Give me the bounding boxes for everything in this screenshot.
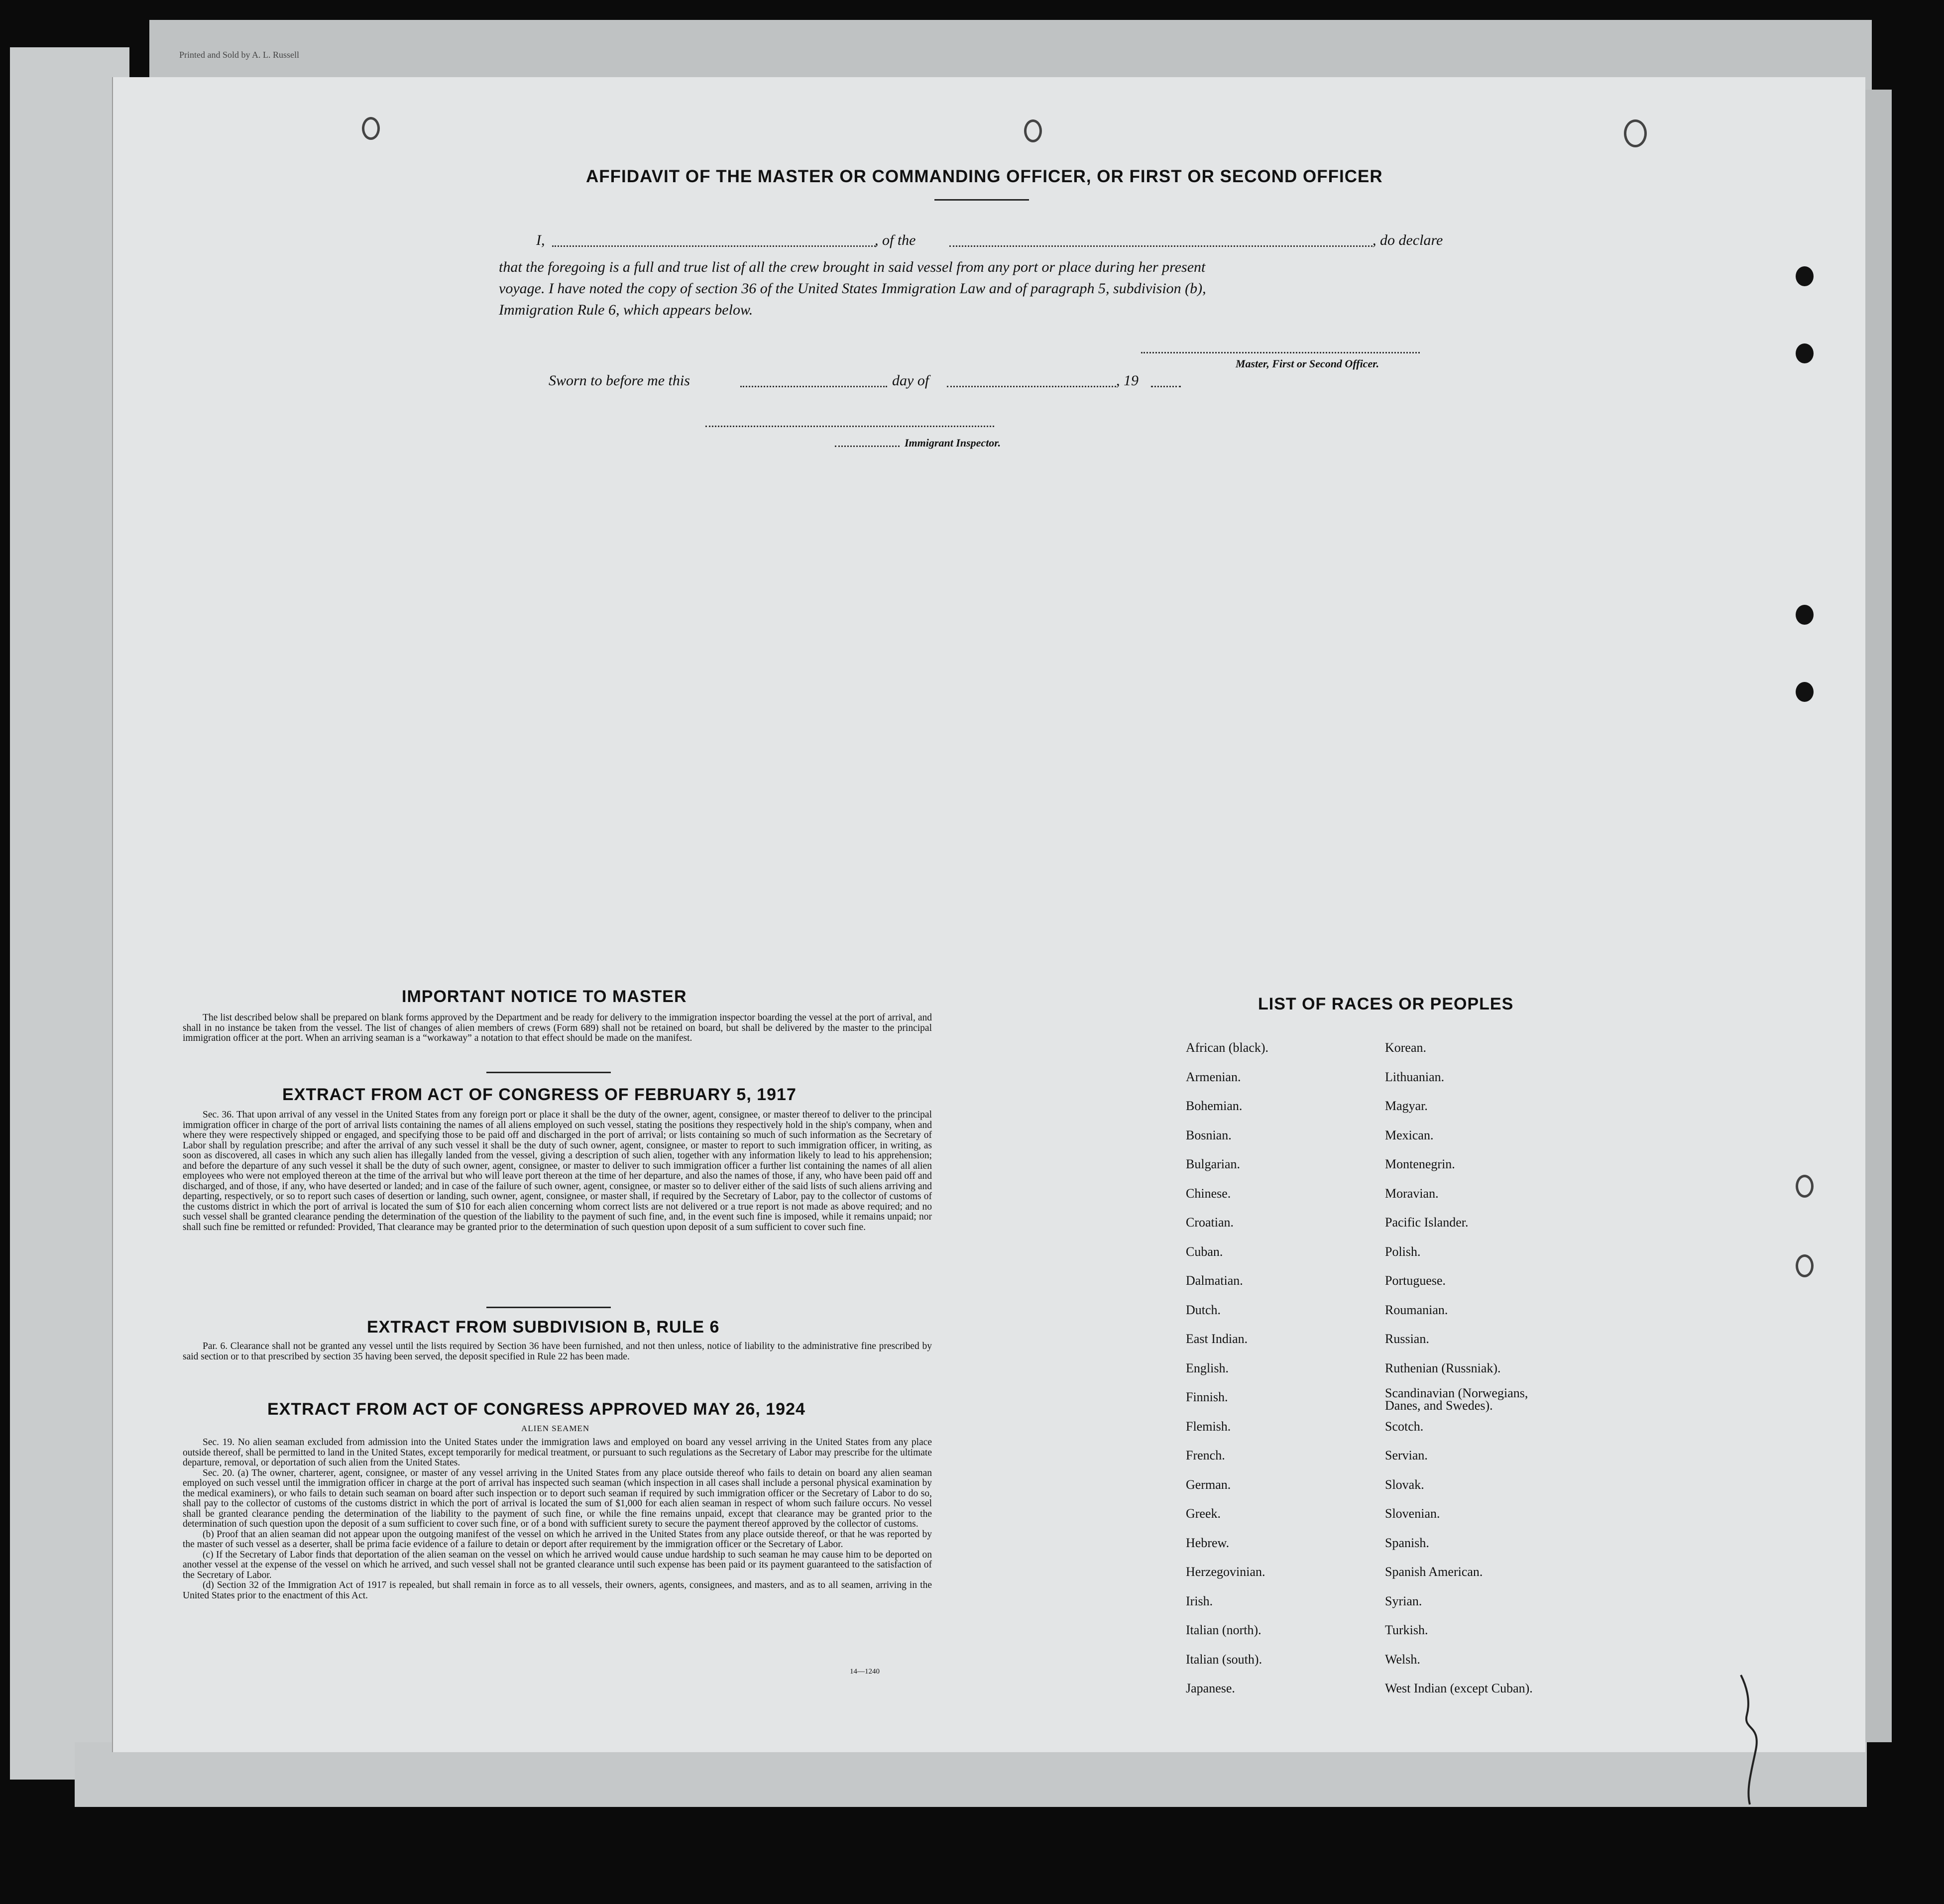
- affidavit-line-4: Immigration Rule 6, which appears below.: [499, 302, 753, 318]
- race-item: Flemish.: [1186, 1419, 1231, 1434]
- sec-20a-text: Sec. 20. (a) The owner, charterer, agent, consignee, or master of any vessel arriving in the United States from any place outside thereof who fails to detain on board any alien seaman employed on such vessel until the immigration officer in charge at the port of arrival has inspected such seaman (which inspection in all cases shall include a personal physical examination by the medical examiners), or who fails to detain such seaman on board after such inspection or to deport such seaman if required by such immigration officer or the Secretary of Labor to do so, shall pay to the collector of customs of the customs district in which the port of arrival is located the sum of $1,000 for each alien seaman in respect of whom such failure occurs. No vessel shall be granted clearance pending the determination of the liability to the payment of such fine, or while the fine remains unpaid, except that clearance may be granted prior to the determination of such question upon the deposit of a sum sufficient to cover such fine, or of a bond with sufficient surety to secure the payment thereof approved by the collector of customs.: [183, 1467, 932, 1529]
- race-item: Italian (south).: [1186, 1652, 1262, 1667]
- vessel-field[interactable]: [949, 245, 1372, 247]
- race-item: East Indian.: [1186, 1332, 1248, 1346]
- punch-hole: [1796, 266, 1814, 286]
- section-divider: [486, 1072, 611, 1073]
- race-item: Cuban.: [1186, 1244, 1223, 1259]
- race-item: Slovenian.: [1385, 1506, 1440, 1521]
- extract-1924-body: [183, 1438, 932, 1601]
- punch-hole-open: [1796, 1175, 1814, 1198]
- race-item: Hebrew.: [1186, 1535, 1230, 1550]
- race-item: Bulgarian.: [1186, 1157, 1241, 1171]
- notice-text: The list described below shall be prepared on blank forms approved by the Department and be ready for delivery to the immigration inspector boarding the vessel at the port of arrival, and shall in no instance be taken from the vessel. The list of changes of alien members of crews (Form 689) shall not be retained on board, but shall be delivered by the master to the principal immigration officer at the port. When an arriving seaman is a “workaway” a notation to that effect should be made on the manifest.: [183, 1012, 932, 1043]
- affidavit-line-3: voyage. I have noted the copy of section 36 of the United States Immigration Law and of paragraph 5, subdivision (b),: [499, 280, 1206, 297]
- race-item: Armenian.: [1186, 1069, 1241, 1084]
- race-item: Chinese.: [1186, 1186, 1231, 1201]
- race-item: Croatian.: [1186, 1215, 1234, 1230]
- race-item: Mexican.: [1385, 1127, 1434, 1142]
- race-item: Turkish.: [1385, 1623, 1428, 1637]
- title-underline: [934, 199, 1029, 201]
- race-item: Servian.: [1385, 1448, 1428, 1462]
- inspector-label: Immigrant Inspector.: [905, 437, 1001, 449]
- extract-1917-text: Sec. 36. That upon arrival of any vessel in the United States from any foreign port or place it shall be the duty of the owner, agent, consignee, or master thereof to deliver to the principal immigration officer in charge of the port of arrival lists containing the names of all aliens employed on such vessel, stating the positions they respectively hold in the ship's company, when and where they were respectively shipped or engaged, and specifying those to be paid off and discharged in the port of arrival; or lists containing so much of such information as the Secretary of Labor shall by regulation prescribe; and after the arrival of any such vessel it shall be the duty of such owner, agent, consignee, or master to report to such immigration officer, in writing, as soon as discovered, all cases in which any such alien has illegally landed from the vessel, giving a description of such alien, together with any information likely to lead to his apprehension; and before the departure of any such vessel it shall be the duty of such owner, agent, consignee, or master to deliver to such immigration officer a further list containing the names of all alien employees who were not employed thereon at the time of the arrival but who will leave port thereon at the time of her departure, and also the names of those, if any, who have been paid off and discharged, and of those, if any, who have deserted or landed; and in case of the failure of such owner, agent, consignee, or master so to deliver either of the said lists of such aliens arriving and departing, respectively, or so to report such cases of desertion or landing, such owner, agent, consignee, or master shall, if required by the Secretary of Labor, pay to the collector of customs of the customs district in which the port of arrival is located the sum of $10 for each alien concerning whom correct lists are not delivered or a true report is not made as above required; and no such vessel shall be granted clearance pending the determination of the question of the liability to the payment of such fine, and, in the event such fine is imposed, while it remains unpaid; nor shall such fine be remitted or refunded: Provided, That clearance may be granted prior to the determination of such question upon deposit of a sum sufficient to cover such fine.: [183, 1110, 932, 1232]
- notice-body: [183, 1013, 932, 1044]
- race-item: Syrian.: [1385, 1593, 1422, 1608]
- notice-title: IMPORTANT NOTICE TO MASTER: [402, 987, 687, 1006]
- race-item: Moravian.: [1385, 1186, 1439, 1201]
- sec-20d-text: (d) Section 32 of the Immigration Act of 1917 is repealed, but shall remain in force as to all vessels, their owners, agents, consignees, and masters, and as to all seamen, arriving in the United States prior to the enactment of this Act.: [183, 1580, 932, 1601]
- race-item: Korean.: [1385, 1040, 1427, 1055]
- race-item: Pacific Islander.: [1385, 1215, 1469, 1230]
- race-item: West Indian (except Cuban).: [1385, 1681, 1533, 1695]
- subdivision-b-body: [183, 1342, 932, 1362]
- race-item: Italian (north).: [1186, 1623, 1261, 1637]
- extract-1917-body: [183, 1110, 932, 1232]
- inspector-signature-line[interactable]: [705, 426, 994, 427]
- affidavit-do-declare: , do declare: [1372, 232, 1443, 248]
- alien-seamen-subtitle: ALIEN SEAMEN: [521, 1424, 590, 1433]
- sworn-year-field[interactable]: [1151, 386, 1181, 387]
- races-title: LIST OF RACES OR PEOPLES: [1258, 995, 1514, 1013]
- affidavit-line-2: that the foregoing is a full and true list of all the crew brought in said vessel from any port or place during her present: [499, 259, 1206, 275]
- punch-hole-open: [1024, 119, 1042, 142]
- form-sheet: [112, 77, 1865, 1752]
- sec-19-text: Sec. 19. No alien seaman excluded from admission into the United States under the immigration laws and employed on board any vessel arriving in the United States from any place outside thereof, shall be permitted to land in the United States, except temporarily for medical treatment, or pursuant to such regulations as the Secretary of Labor may prescribe for the ultimate departure, removal, or deportation of such alien from the United States.: [183, 1437, 932, 1468]
- sworn-label: Sworn to before me this: [549, 372, 690, 389]
- race-item: Spanish American.: [1385, 1565, 1483, 1579]
- affidavit-title: AFFIDAVIT OF THE MASTER OR COMMANDING OFFICER, OR FIRST OR SECOND OFFICER: [586, 167, 1383, 186]
- race-item: Portuguese.: [1385, 1273, 1446, 1288]
- race-item: Bosnian.: [1186, 1127, 1232, 1142]
- race-item: Scotch.: [1385, 1419, 1424, 1434]
- race-item: German.: [1186, 1477, 1231, 1492]
- punch-hole-open: [1624, 119, 1647, 147]
- race-item: Magyar.: [1385, 1099, 1428, 1113]
- subdivision-b-title: EXTRACT FROM SUBDIVISION B, RULE 6: [367, 1318, 720, 1337]
- inspector-short-line[interactable]: [835, 446, 900, 447]
- underlying-sheet-right: [1862, 90, 1892, 1742]
- punch-hole: [1796, 605, 1814, 625]
- race-item: Russian.: [1385, 1332, 1429, 1346]
- sworn-month-field[interactable]: [947, 386, 1116, 387]
- affidavit-line-1: [536, 230, 1577, 250]
- year-label: , 19: [1116, 372, 1139, 389]
- race-item: Bohemian.: [1186, 1099, 1243, 1113]
- race-item: Polish.: [1385, 1244, 1421, 1259]
- sworn-line: [549, 371, 1295, 393]
- race-item: French.: [1186, 1448, 1225, 1462]
- race-item: Lithuanian.: [1385, 1069, 1445, 1084]
- race-item: Irish.: [1186, 1593, 1213, 1608]
- day-of-label: day of: [892, 372, 929, 389]
- punch-hole-open: [362, 117, 380, 140]
- race-item: Japanese.: [1186, 1681, 1235, 1695]
- sec-20b-text: (b) Proof that an alien seaman did not appear upon the outgoing manifest of the vessel on which he arrived in the United States from any place outside thereof, or that he was reported by the master of such vessel as a deserter, shall be prima facie evidence of a failure to detain or deport after requirement by the immigration officer or the Secretary of Labor.: [183, 1529, 932, 1550]
- master-label: Master, First or Second Officer.: [1236, 357, 1379, 370]
- affidavit-of-the: , of the: [875, 232, 916, 248]
- form-number: 14—1240: [850, 1668, 880, 1676]
- extract-1924-title: EXTRACT FROM ACT OF CONGRESS APPROVED MAY 26, 1924: [267, 1400, 805, 1419]
- extract-1917-title: EXTRACT FROM ACT OF CONGRESS OF FEBRUARY 5, 1917: [282, 1085, 797, 1104]
- section-divider: [486, 1307, 611, 1308]
- race-item: Roumanian.: [1385, 1302, 1448, 1317]
- underlying-sheet-left: [10, 47, 129, 1780]
- race-item: Montenegrin.: [1385, 1157, 1455, 1171]
- handwritten-mark: [1736, 1670, 1776, 1809]
- printer-strip: Printed and Sold by A. L. Russell: [179, 50, 300, 60]
- race-item: Dutch.: [1186, 1302, 1221, 1317]
- affidavit-i-label: I,: [536, 232, 545, 248]
- race-item: Herzegovinian.: [1186, 1565, 1265, 1579]
- master-signature-line[interactable]: [1141, 352, 1420, 353]
- punch-hole: [1796, 343, 1814, 363]
- sworn-day-field[interactable]: [740, 386, 887, 387]
- punch-hole-open: [1796, 1254, 1814, 1277]
- punch-hole: [1796, 682, 1814, 702]
- race-item: Slovak.: [1385, 1477, 1424, 1492]
- race-item: Spanish.: [1385, 1535, 1429, 1550]
- sec-20c-text: (c) If the Secretary of Labor finds that deportation of the alien seaman on the vessel on which he arrived would cause undue hardship to such seaman he may cause him to be deported on another vessel at the expense of the vessel on which he arrived, and such vessel shall not be granted clearance until such expense has been paid or its payment guaranteed to the satisfaction of the Secretary of Labor.: [183, 1549, 932, 1580]
- race-item: English.: [1186, 1360, 1229, 1375]
- race-item: Scandinavian (Norwegians, Danes, and Swedes).: [1385, 1386, 1528, 1413]
- race-item: Welsh.: [1385, 1652, 1420, 1667]
- race-item: Ruthenian (Russniak).: [1385, 1360, 1501, 1375]
- race-item: Dalmatian.: [1186, 1273, 1243, 1288]
- name-field[interactable]: [552, 245, 876, 247]
- race-item: African (black).: [1186, 1040, 1269, 1055]
- race-item: Finnish.: [1186, 1390, 1228, 1404]
- race-item: Greek.: [1186, 1506, 1221, 1521]
- subdivision-b-text: Par. 6. Clearance shall not be granted any vessel until the lists required by Section 36 have been furnished, and not then unless, notice of liability to the administrative fine prescribed by said section or to that prescribed by section 35 having been served, the deposit specified in Rule 22 has been made.: [183, 1341, 932, 1362]
